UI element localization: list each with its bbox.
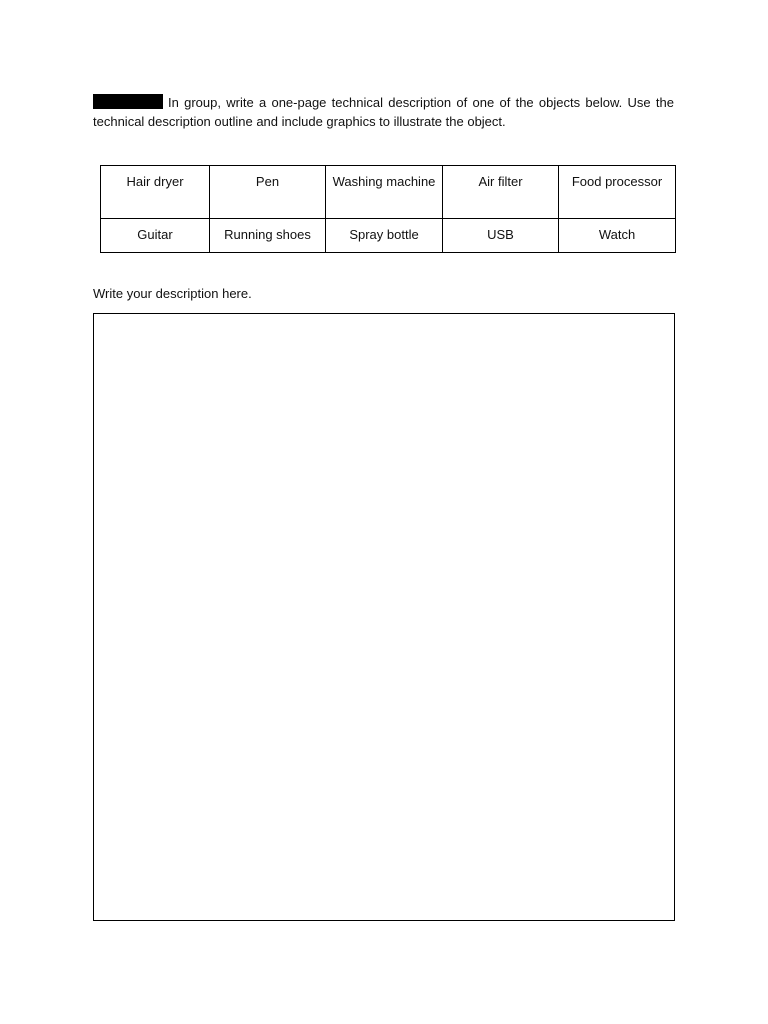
table-cell: Hair dryer (101, 166, 210, 219)
table-cell: Washing machine (326, 166, 443, 219)
table-cell: Guitar (101, 219, 210, 253)
table-cell: Pen (210, 166, 326, 219)
description-prompt: Write your description here. (93, 286, 252, 301)
table-row (101, 166, 676, 219)
description-box[interactable] (93, 313, 675, 921)
table-cell: Watch (559, 219, 676, 253)
instructions-text: In group, write a one-page technical description of one of the objects below. Use the technical description outline and include graphics to illustrate the object. (93, 95, 674, 129)
table-cell: Air filter (443, 166, 559, 219)
table-cell: Food processor (559, 166, 676, 219)
table-cell: Running shoes (210, 219, 326, 253)
table-row (101, 219, 676, 253)
instructions-paragraph (93, 93, 674, 131)
table-cell: USB (443, 219, 559, 253)
redacted-block (93, 94, 163, 109)
table-cell: Spray bottle (326, 219, 443, 253)
objects-table (100, 165, 676, 253)
